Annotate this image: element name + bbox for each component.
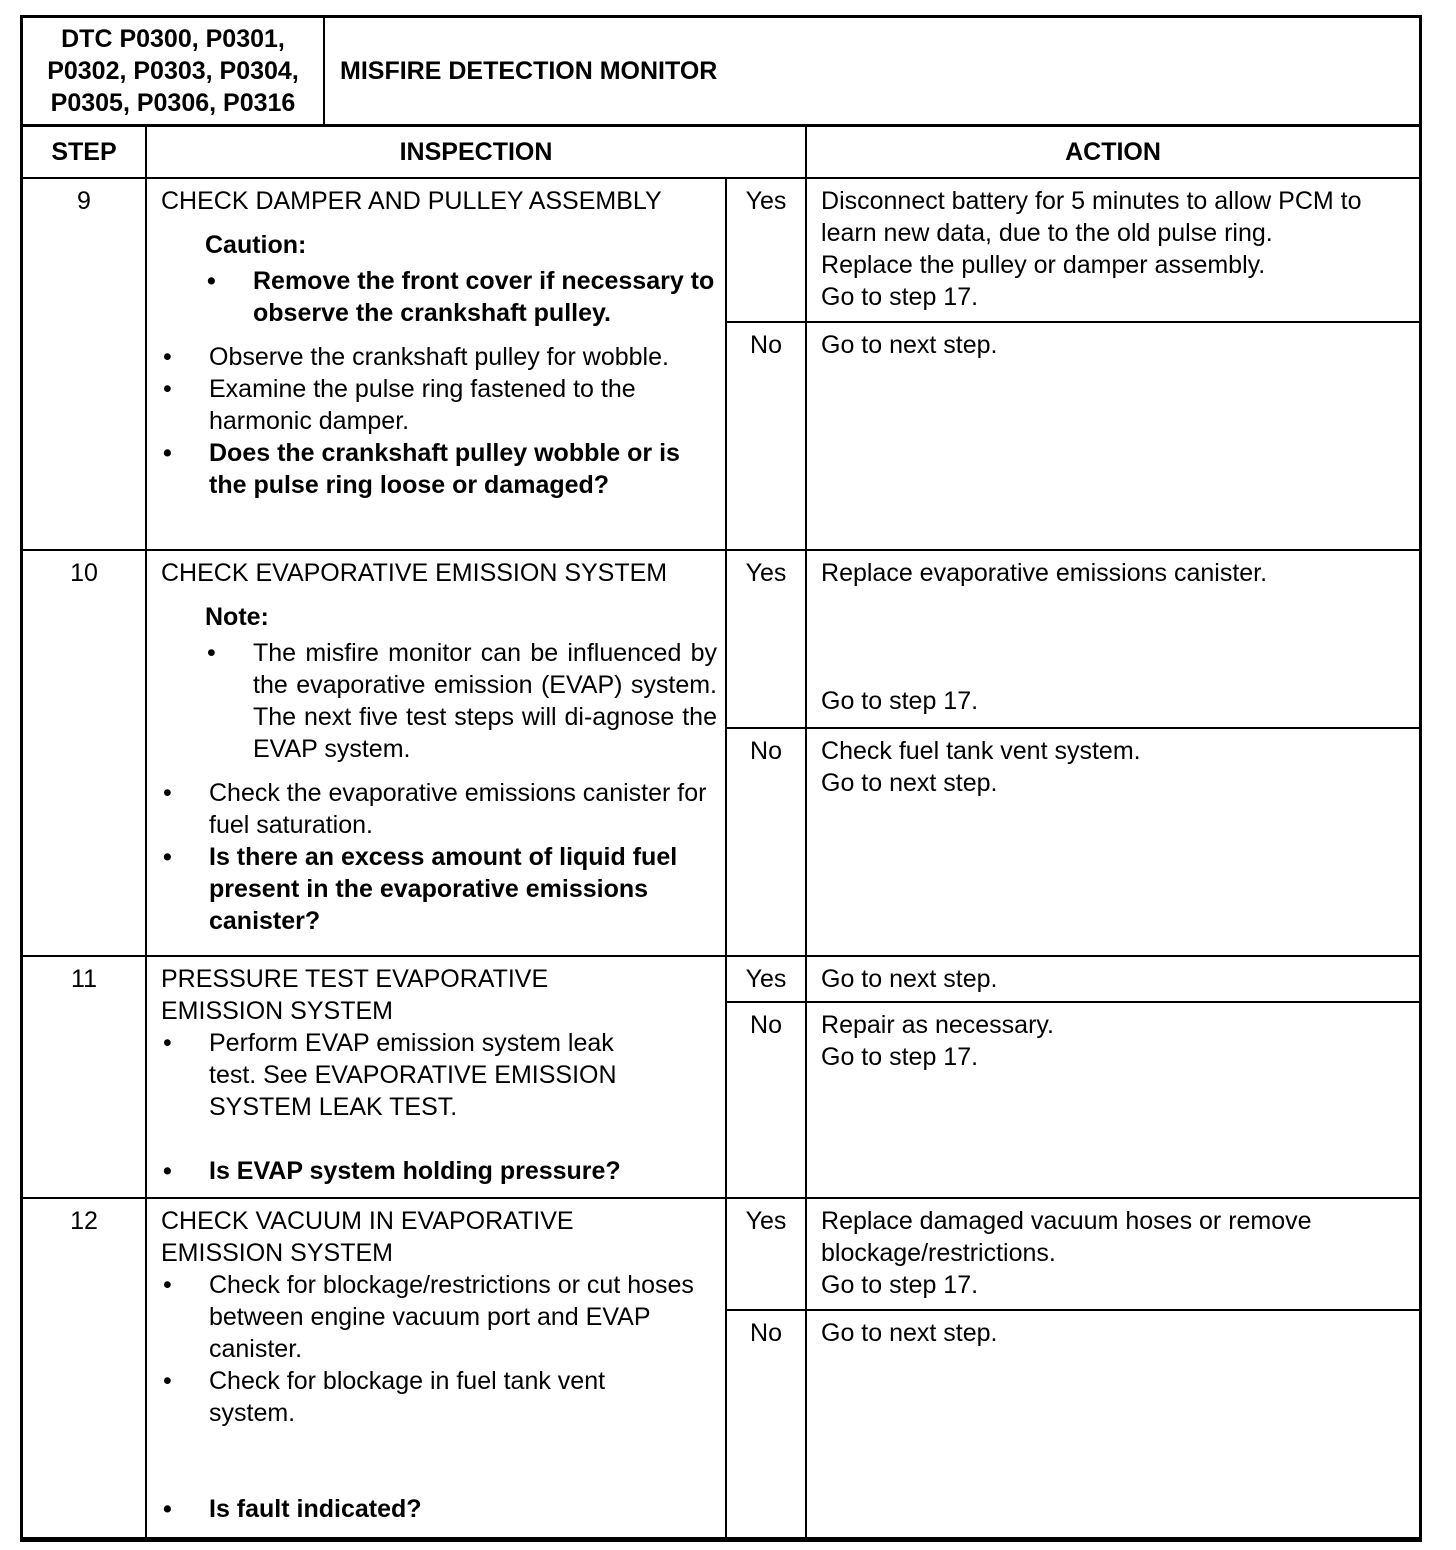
bullet-icon: • <box>163 1157 172 1185</box>
bullet-icon: • <box>163 843 172 871</box>
bullet-icon: • <box>163 375 172 403</box>
inspection-title: CHECK VACUUM IN EVAPORATIVE EMISSION SYSTEM <box>161 1207 574 1267</box>
bullet-icon: • <box>207 267 216 295</box>
step-number: 11 <box>23 956 146 1198</box>
column-header-step: STEP <box>23 127 146 178</box>
table-row <box>23 178 1419 322</box>
inspection-item: • Perform EVAP emission system leak test. See EVAPORATIVE EMISSION SYSTEM LEAK TEST. <box>163 1029 617 1121</box>
bullet-icon: • <box>163 779 172 807</box>
bullet-icon: • <box>163 439 172 467</box>
yes-label: Yes <box>726 1198 806 1310</box>
bullet-icon: • <box>163 1029 172 1057</box>
column-header-inspection: INSPECTION <box>146 127 806 178</box>
inspection-question: • Does the crankshaft pulley wobble or is the pulse ring loose or damaged? <box>163 439 680 499</box>
inspection-cell <box>146 956 726 1198</box>
caution-label: Caution: <box>205 231 307 259</box>
dtc-line: P0305, P0306, P0316 <box>50 89 296 117</box>
inspection-question: • Is EVAP system holding pressure? <box>163 1157 621 1185</box>
dtc-codes <box>23 18 325 124</box>
inspection-title: PRESSURE TEST EVAPORATIVE EMISSION SYSTEM <box>161 965 549 1025</box>
bullet-icon: • <box>163 1495 172 1523</box>
header-box <box>20 15 1422 127</box>
no-label: No <box>726 1002 806 1198</box>
step-number: 9 <box>23 178 146 550</box>
yes-label: Yes <box>726 956 806 1002</box>
yes-label: Yes <box>726 550 806 728</box>
bullet-icon: • <box>207 639 216 667</box>
note-label: Note: <box>205 603 269 631</box>
yes-label: Yes <box>726 178 806 322</box>
inspection-item: • Examine the pulse ring fastened to the harmonic damper. <box>163 375 636 435</box>
table-row <box>23 1198 1419 1310</box>
bullet-icon: • <box>163 1367 172 1395</box>
note-item: • The misfire monitor can be influenced by the evaporative emission (EVAP) system. The next five test steps will di-agnose the EVAP system. <box>207 639 717 763</box>
dtc-line: P0302, P0303, P0304, <box>47 57 299 85</box>
inspection-title: CHECK EVAPORATIVE EMISSION SYSTEM <box>161 559 668 587</box>
yes-action: Go to next step. <box>806 956 1419 1002</box>
inspection-cell <box>146 178 726 550</box>
inspection-cell <box>146 1198 726 1538</box>
bullet-icon: • <box>163 1271 172 1299</box>
inspection-item: • Check for blockage/restrictions or cut hoses between engine vacuum port and EVAP canister. <box>163 1271 694 1363</box>
page-title: MISFIRE DETECTION MONITOR <box>340 56 718 85</box>
table-row <box>23 550 1419 728</box>
no-action: Check fuel tank vent system. Go to next step. <box>806 728 1419 956</box>
inspection-item: • Check for blockage in fuel tank vent system. <box>163 1367 606 1427</box>
column-header-action: ACTION <box>806 127 1419 178</box>
yes-action: Replace evaporative emissions canister. Go to step 17. <box>806 550 1419 728</box>
step-number: 12 <box>23 1198 146 1538</box>
no-label: No <box>726 728 806 956</box>
table-row <box>23 956 1419 1002</box>
bullet-icon: • <box>163 343 172 371</box>
yes-action: Disconnect battery for 5 minutes to allow PCM to learn new data, due to the old pulse ring. Replace the pulley or damper assembly. Go to step 17. <box>806 178 1419 322</box>
inspection-cell <box>146 550 726 956</box>
inspection-item: • Check the evaporative emissions canister for fuel saturation. <box>163 779 707 839</box>
no-action: Go to next step. <box>806 322 1419 550</box>
inspection-title: CHECK DAMPER AND PULLEY ASSEMBLY <box>161 187 662 215</box>
no-action: Repair as necessary. Go to step 17. <box>806 1002 1419 1198</box>
inspection-item: • Observe the crankshaft pulley for wobble. <box>163 343 669 371</box>
table-header-row <box>23 127 1419 178</box>
step-number: 10 <box>23 550 146 956</box>
no-label: No <box>726 1310 806 1538</box>
inspection-question: • Is there an excess amount of liquid fuel present in the evaporative emissions canister? <box>163 843 678 935</box>
diagnostic-table <box>20 127 1422 1542</box>
dtc-line: DTC P0300, P0301, <box>61 25 285 53</box>
yes-action: Replace damaged vacuum hoses or remove blockage/restrictions. Go to step 17. <box>806 1198 1419 1310</box>
no-action: Go to next step. <box>806 1310 1419 1538</box>
no-label: No <box>726 322 806 550</box>
inspection-question: • Is fault indicated? <box>163 1495 422 1523</box>
caution-item: • Remove the front cover if necessary to observe the crankshaft pulley. <box>207 267 715 327</box>
